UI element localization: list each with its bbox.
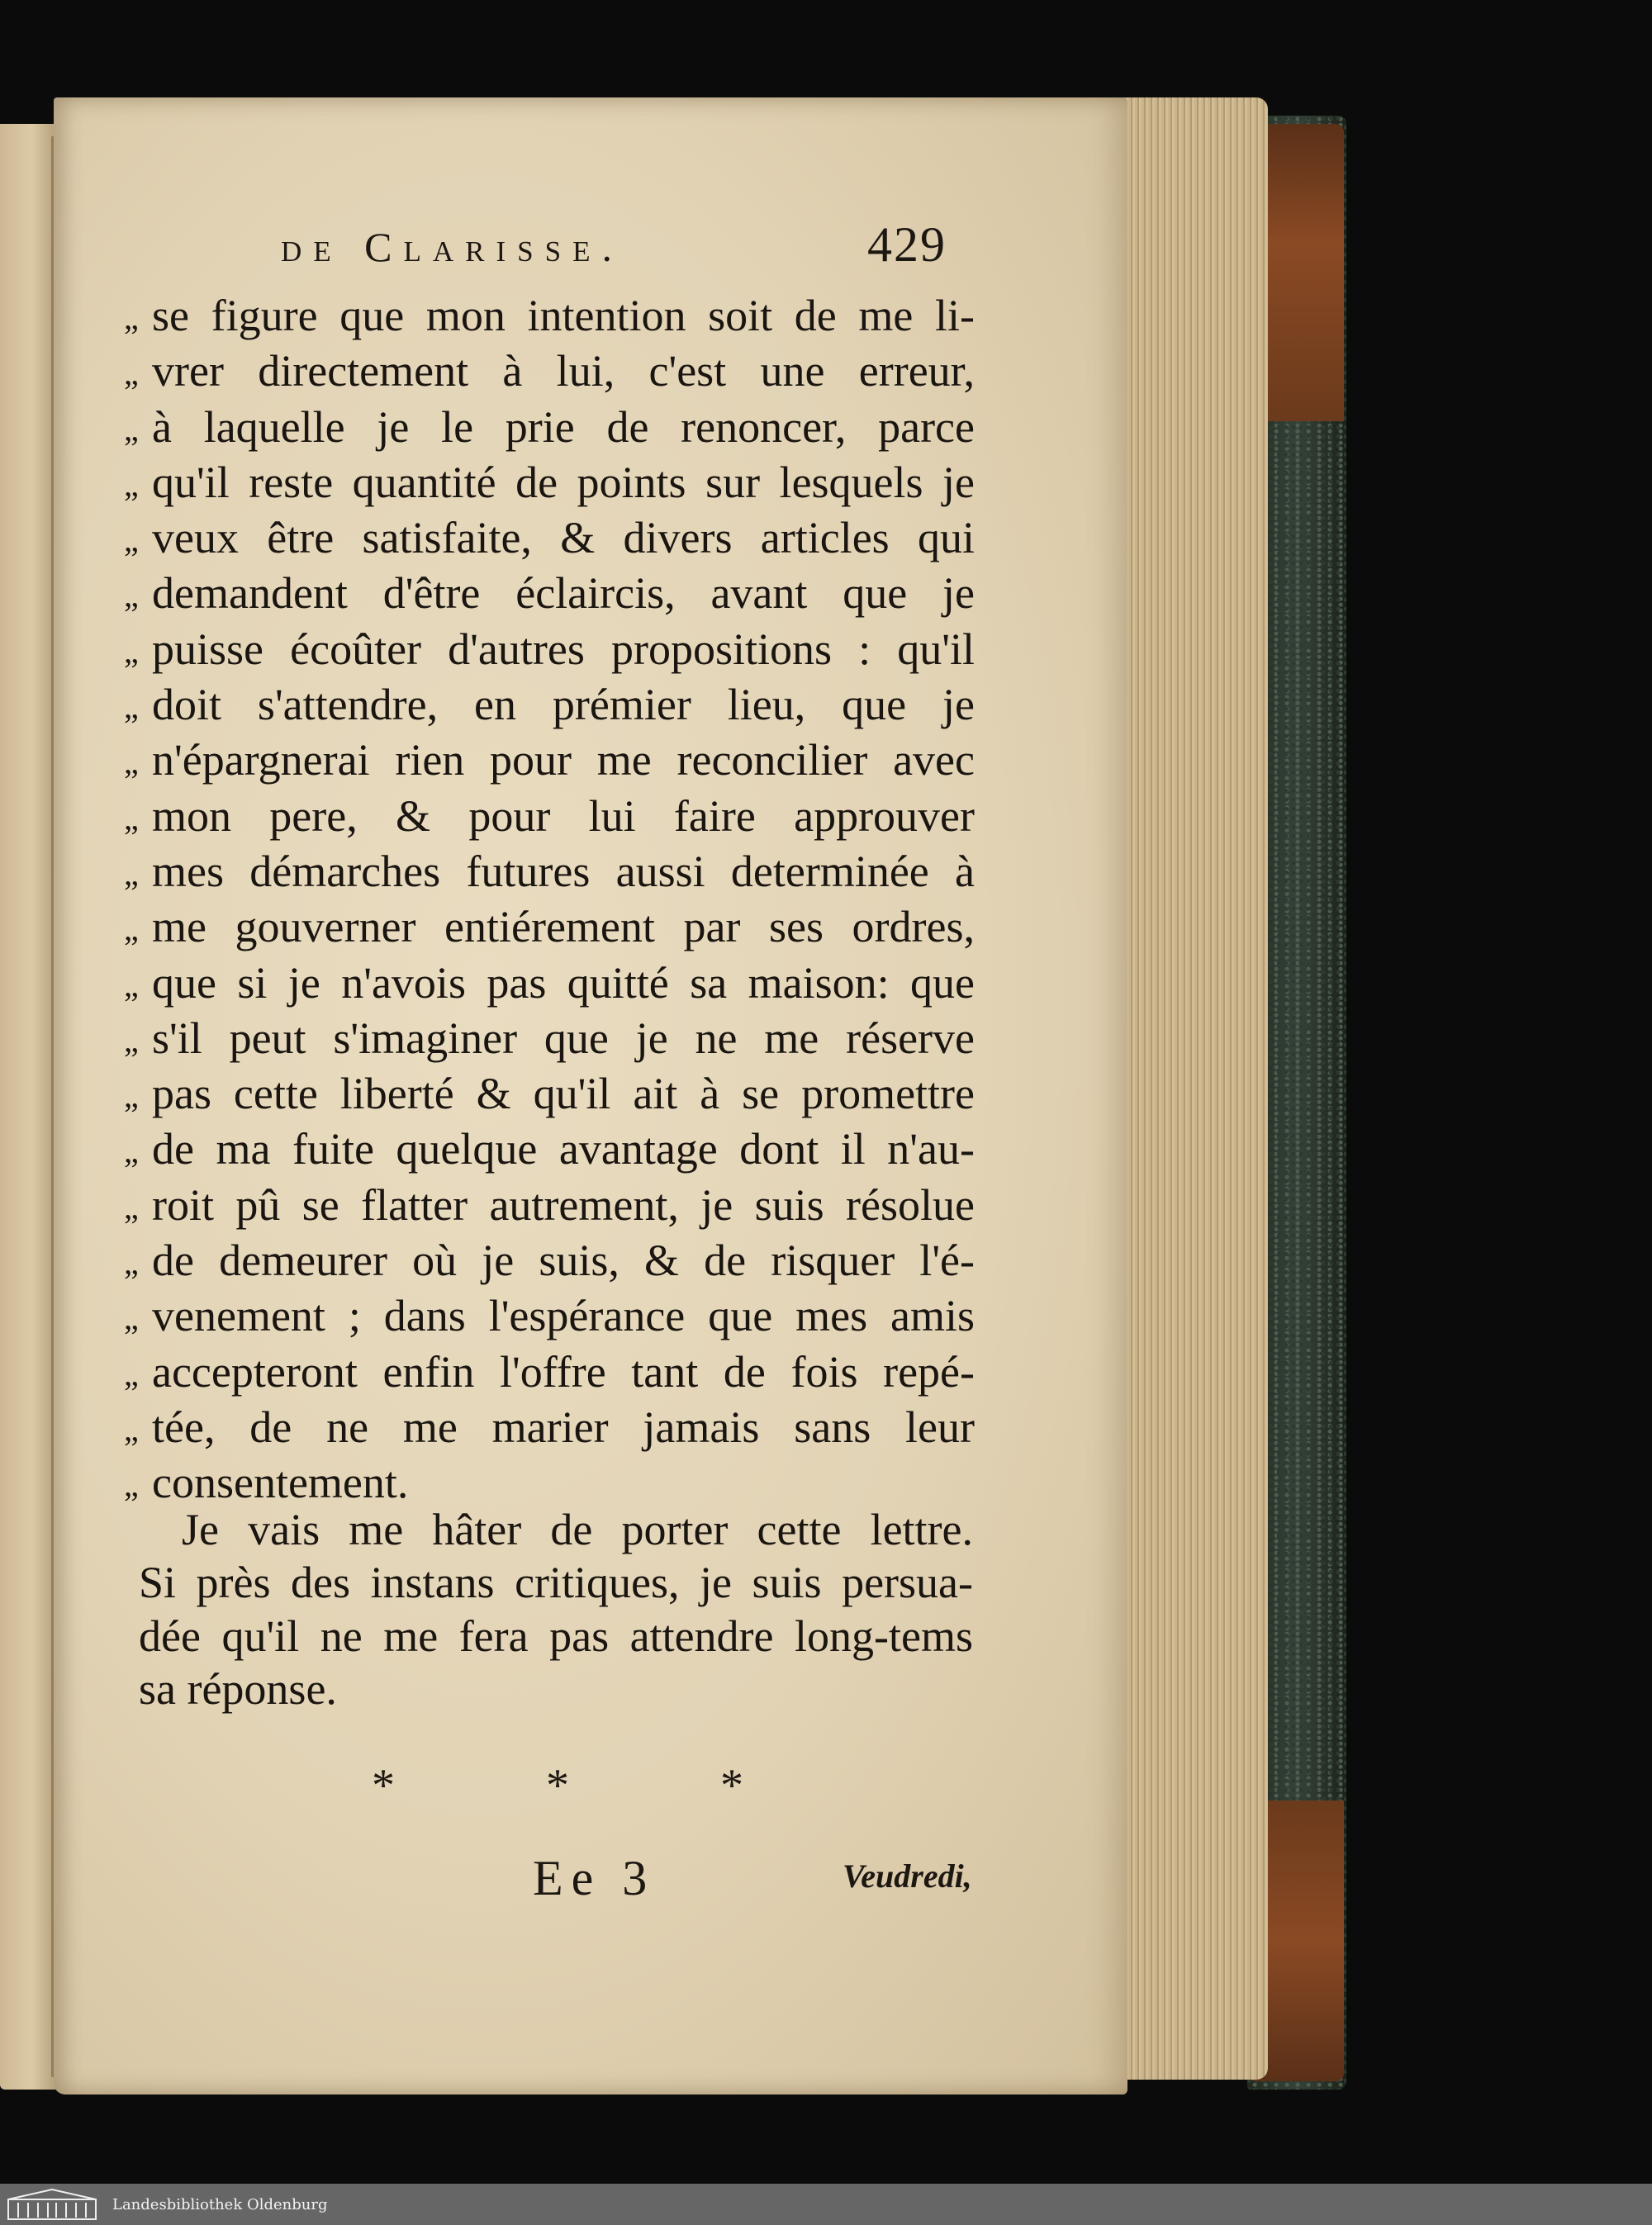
text-line bbox=[124, 511, 975, 567]
left-page-sliver bbox=[0, 124, 58, 2090]
quote-mark: „ bbox=[124, 632, 139, 670]
text-line: sa réponse. bbox=[139, 1663, 337, 1714]
line-text: mes démarches futures aussi determinée à bbox=[152, 846, 975, 896]
text-line: dée qu'il ne me fera pas attendre long-tems bbox=[139, 1611, 973, 1661]
text-line bbox=[124, 1234, 975, 1289]
line-text: accepteront enfin l'offre tant de fois repé- bbox=[152, 1346, 975, 1397]
line-text: roit pû se flatter autrement, je suis résolue bbox=[152, 1179, 975, 1230]
line-text: consentement. bbox=[152, 1458, 409, 1508]
catchword: Veudredi, bbox=[843, 1857, 972, 1895]
line-text: puisse écoûter d'autres propositions : qu'il bbox=[152, 624, 975, 674]
text-line bbox=[124, 623, 975, 678]
line-text: s'il peut s'imaginer que je ne me réserve bbox=[152, 1013, 975, 1063]
quote-mark: „ bbox=[124, 410, 139, 448]
line-text: demandent d'être éclaircis, avant que je bbox=[152, 568, 975, 619]
page-header bbox=[281, 216, 947, 274]
line-text: n'épargnerai rien pour me reconcilier avec bbox=[152, 735, 975, 785]
quote-mark: „ bbox=[124, 1299, 139, 1337]
running-head: de Clarisse. bbox=[281, 224, 624, 270]
quote-mark: „ bbox=[124, 1132, 139, 1170]
text-line bbox=[124, 790, 975, 845]
line-text: de demeurer où je suis, & de risquer l'é- bbox=[152, 1236, 975, 1286]
quote-mark: „ bbox=[124, 799, 139, 837]
line-text: veux être satisfaite, & divers articles qui bbox=[152, 513, 975, 563]
text-line bbox=[124, 733, 975, 789]
page-block-edge bbox=[1115, 97, 1268, 2080]
closing-paragraph bbox=[139, 1503, 973, 1715]
footer-bar bbox=[0, 2184, 1652, 2225]
quote-mark: „ bbox=[124, 854, 139, 892]
quote-mark: „ bbox=[124, 1244, 139, 1282]
text-line bbox=[124, 344, 975, 400]
library-building-icon bbox=[7, 2188, 97, 2221]
text-line bbox=[124, 1122, 975, 1178]
line-text: de ma fuite quelque avantage dont il n'au- bbox=[152, 1124, 975, 1174]
line-text: doit s'attendre, en prémier lieu, que je bbox=[152, 680, 975, 730]
quote-mark: „ bbox=[124, 465, 139, 503]
quote-mark: „ bbox=[124, 576, 139, 614]
line-text: tée, de ne me marier jamais sans leur bbox=[152, 1402, 975, 1452]
text-line bbox=[124, 567, 975, 622]
line-text: venement ; dans l'espérance que mes amis bbox=[152, 1291, 975, 1341]
quote-mark: „ bbox=[124, 299, 139, 336]
line-text: pas cette liberté & qu'il ait à se promettre bbox=[152, 1069, 975, 1119]
text-line bbox=[124, 1289, 975, 1345]
text-line: Je vais me hâter de porter cette lettre. bbox=[182, 1505, 973, 1554]
text-line bbox=[124, 1345, 975, 1401]
line-text: vrer directement à lui, c'est une erreur, bbox=[152, 346, 975, 396]
quote-mark: „ bbox=[124, 743, 139, 781]
text-line bbox=[124, 678, 975, 733]
quote-mark: „ bbox=[124, 1466, 139, 1504]
text-line bbox=[124, 1401, 975, 1456]
line-text: me gouverner entiérement par ses ordres, bbox=[152, 902, 975, 952]
quote-mark: „ bbox=[124, 521, 139, 559]
asterisk: * bbox=[546, 1760, 569, 1811]
quote-mark: „ bbox=[124, 965, 139, 1003]
text-line bbox=[124, 401, 975, 456]
text-line bbox=[124, 456, 975, 511]
quote-mark: „ bbox=[124, 1410, 139, 1448]
asterisk: * bbox=[372, 1760, 395, 1811]
text-line bbox=[124, 1179, 975, 1234]
signature-mark: Ee 3 bbox=[533, 1851, 656, 1905]
line-text: se figure que mon intention soit de me li- bbox=[152, 291, 975, 340]
line-text: que si je n'avois pas quitté sa maison: que bbox=[152, 957, 975, 1008]
line-text: mon pere, & pour lui faire approuver bbox=[152, 790, 975, 841]
text-line bbox=[124, 900, 975, 956]
text-line: Si près des instans critiques, je suis persua- bbox=[139, 1558, 973, 1608]
text-line bbox=[124, 289, 975, 344]
quote-mark: „ bbox=[124, 910, 139, 948]
quote-mark: „ bbox=[124, 1021, 139, 1059]
section-break-asterisks bbox=[372, 1759, 743, 1812]
library-name: Landesbibliothek Oldenburg bbox=[112, 2195, 328, 2213]
quote-mark: „ bbox=[124, 1188, 139, 1226]
quoted-paragraph bbox=[124, 289, 975, 1512]
line-text: à laquelle je le prie de renoncer, parce bbox=[152, 401, 975, 452]
quote-mark: „ bbox=[124, 1077, 139, 1115]
asterisk: * bbox=[720, 1760, 743, 1811]
line-text: qu'il reste quantité de points sur lesquels je bbox=[152, 457, 975, 507]
text-line bbox=[124, 956, 975, 1012]
page-number: 429 bbox=[867, 217, 947, 272]
text-line bbox=[124, 845, 975, 900]
text-line bbox=[124, 1012, 975, 1067]
quote-mark: „ bbox=[124, 688, 139, 726]
text-line bbox=[124, 1067, 975, 1122]
quote-mark: „ bbox=[124, 1354, 139, 1392]
quote-mark: „ bbox=[124, 354, 139, 392]
